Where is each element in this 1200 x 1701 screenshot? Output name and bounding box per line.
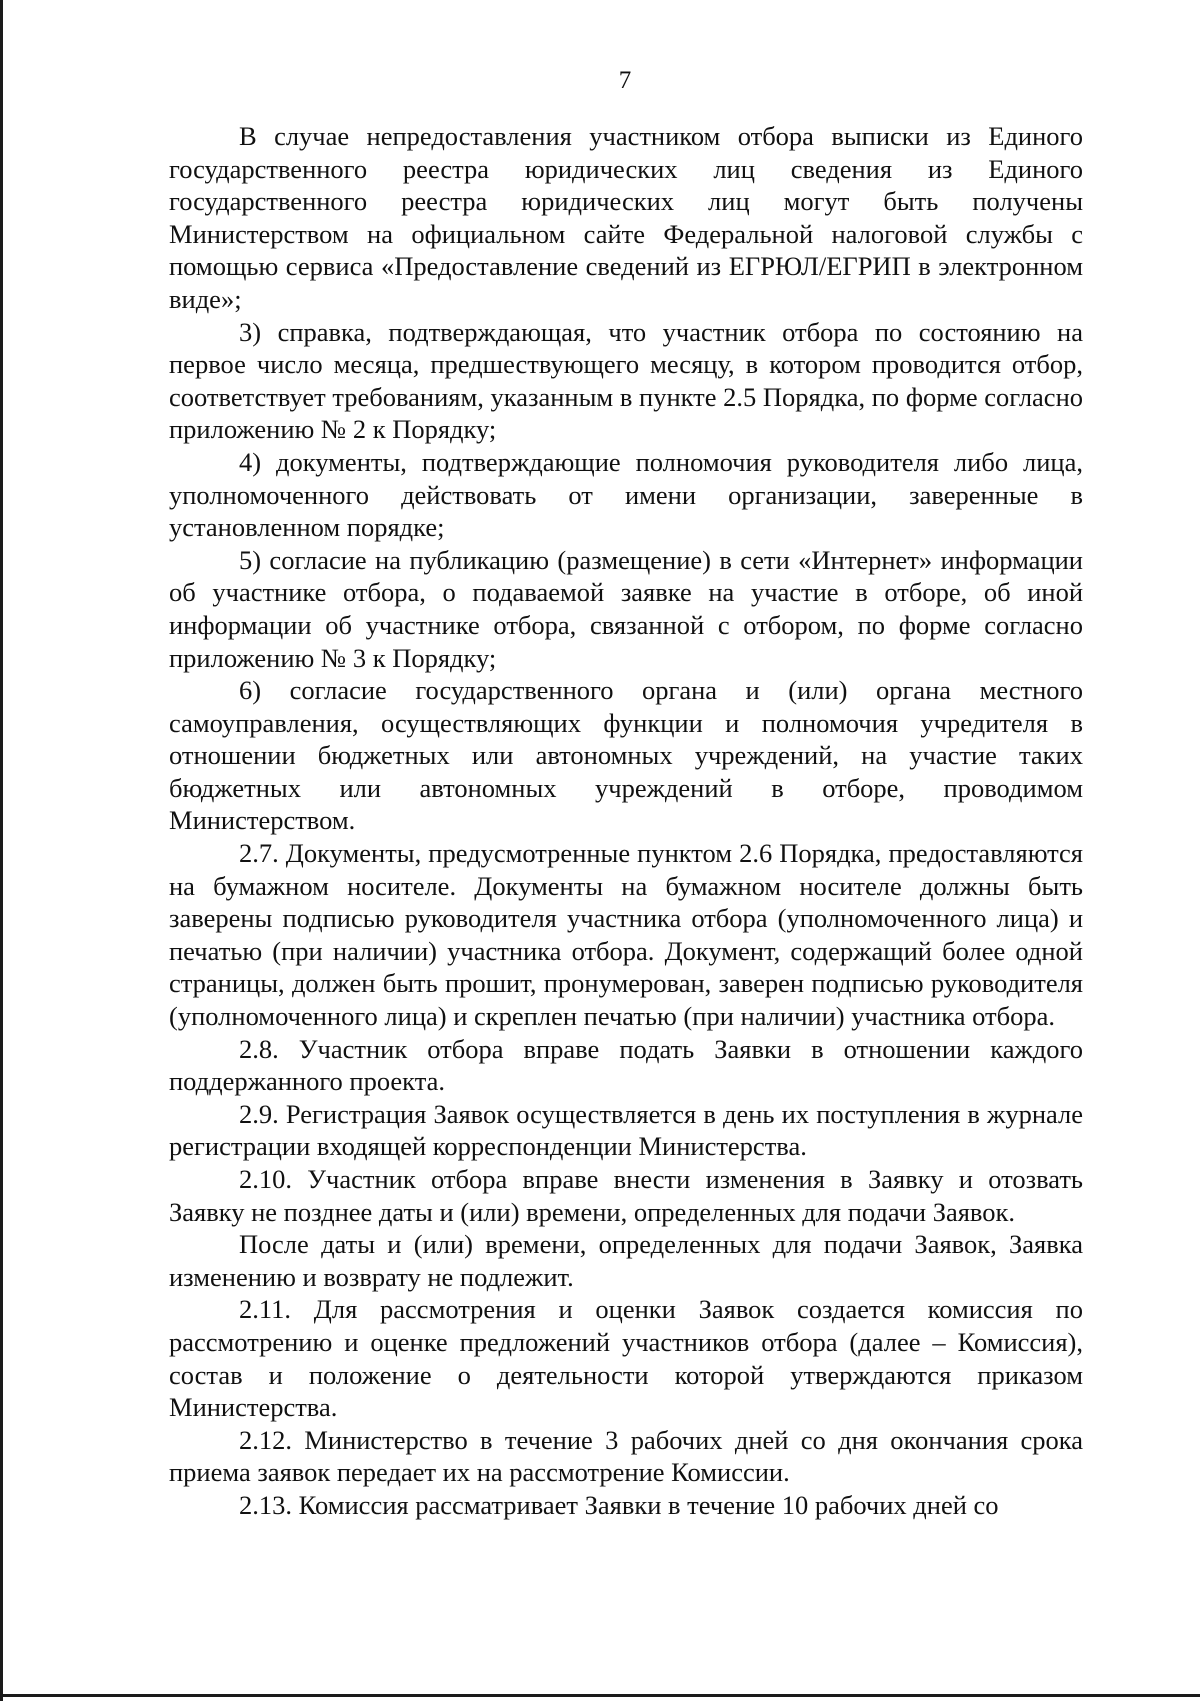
paragraph-2-11: 2.11. Для рассмотрения и оценки Заявок создается комиссия по рассмотрению и оценке предложений участников отбора (далее – Комиссия), состав и положение о деятельности которой утверждаются приказом Министерства. <box>169 1294 1083 1423</box>
page-number: 7 <box>618 67 632 94</box>
paragraph-item-4: 4) документы, подтверждающие полномочия руководителя либо лица, уполномоченного действовать от имени организации, заверенные в установленном порядке; <box>169 446 1083 543</box>
paragraph-item-6: 6) согласие государственного органа и (или) органа местного самоуправления, осуществляющих функции и полномочия учредителя в отношении бюджетных или автономных учреждений, на участие таких бюджетных или автономных учреждений в отборе, проводимом Министерством. <box>169 675 1083 836</box>
paragraph-2-12: 2.12. Министерство в течение 3 рабочих дней со дня окончания срока приема заявок передает их на рассмотрение Комиссии. <box>169 1424 1083 1488</box>
scan-edge-bottom <box>0 1694 1200 1697</box>
paragraph-item-3: 3) справка, подтверждающая, что участник отбора по состоянию на первое число месяца, предшествующего месяцу, в котором проводится отбор, соответствует требованиям, указанным в пункте 2.5 Порядка, по форме согласно приложению № 2 к Порядку; <box>169 316 1083 445</box>
scan-edge-left <box>0 0 3 1701</box>
paragraph-2-7: 2.7. Документы, предусмотренные пунктом 2.6 Порядка, предоставляются на бумажном носителе. Документы на бумажном носителе должны быть заверены подписью руководителя участника отбора (уполномоченного лица) и печатью (при наличии) участника отбора. Документ, содержащий более одной страницы, должен быть прошит, пронумерован, заверен подписью руководителя (уполномоченного лица) и скреплен печатью (при наличии) участника отбора. <box>169 838 1083 1032</box>
paragraph-item-5: 5) согласие на публикацию (размещение) в сети «Интернет» информации об участнике отбора, о подаваемой заявке на участие в отборе, об иной информации об участнике отбора, связанной с отбором, по форме согласно приложению № 3 к Порядку; <box>169 544 1083 673</box>
paragraph-2-13: 2.13. Комиссия рассматривает Заявки в течение 10 рабочих дней со <box>239 1489 999 1520</box>
paragraph-egrul-note: В случае непредоставления участником отбора выписки из Единого государственного реестра юридических лиц сведения из Единого государственного реестра юридических лиц могут быть получены Министерством на официальном сайте Федеральной налоговой службы с помощью сервиса «Предоставление сведений из ЕГРЮЛ/ЕГРИП в электронном виде»; <box>169 121 1083 314</box>
paragraph-2-8: 2.8. Участник отбора вправе подать Заявки в отношении каждого поддержанного проекта. <box>169 1033 1083 1097</box>
paragraph-2-9: 2.9. Регистрация Заявок осуществляется в день их поступления в журнале регистрации входящей корреспонденции Министерства. <box>169 1098 1083 1162</box>
paragraph-2-10: 2.10. Участник отбора вправе внести изменения в Заявку и отозвать Заявку не позднее даты и (или) времени, определенных для подачи Заявок. <box>169 1164 1083 1227</box>
paragraph-after-deadline: После даты и (или) времени, определенных для подачи Заявок, Заявка изменению и возврату не подлежит. <box>169 1229 1083 1292</box>
document-body <box>169 120 1083 1522</box>
